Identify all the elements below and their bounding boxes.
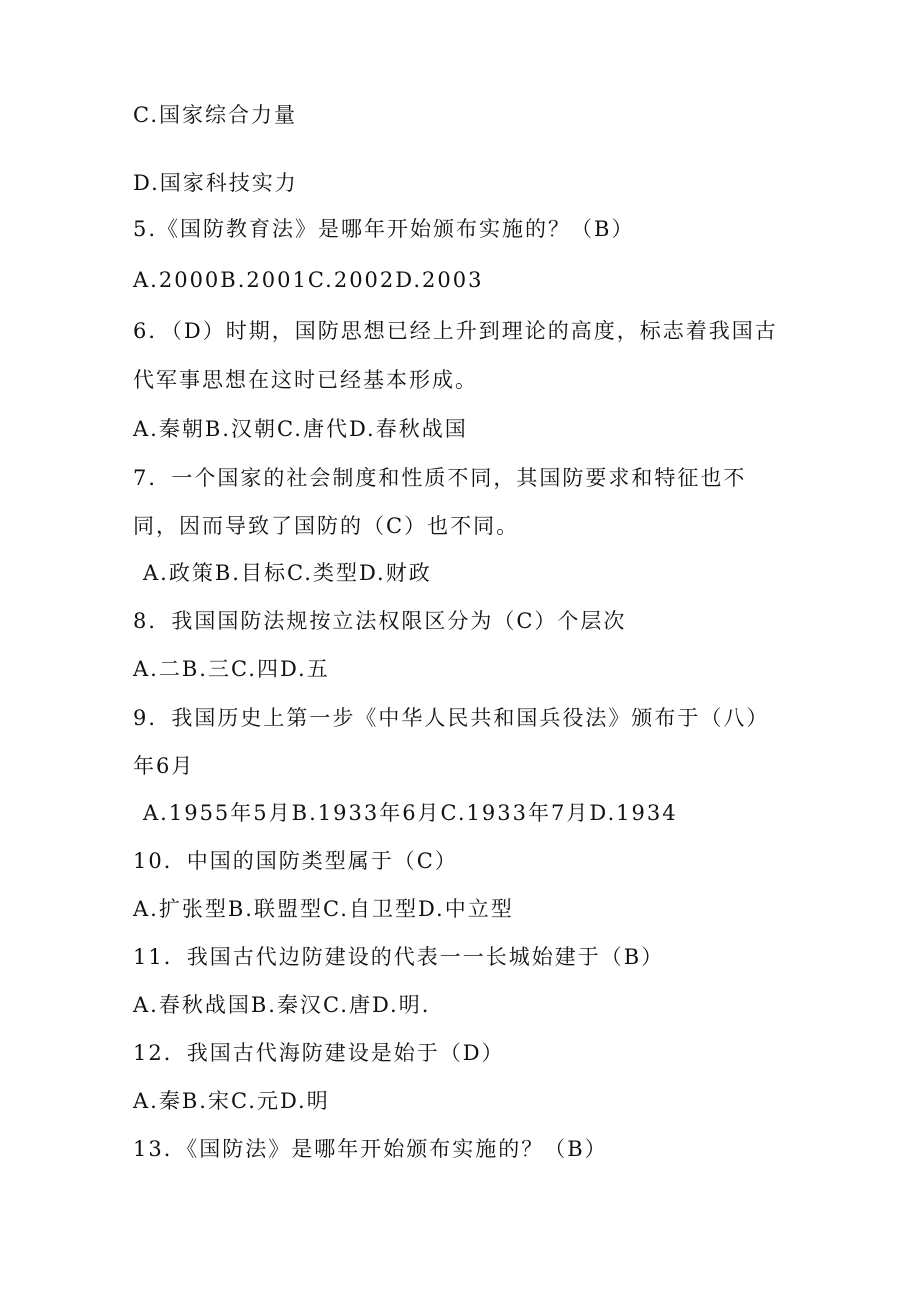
question-13: 13．《国防法》是哪年开始颁布实施的？（B） bbox=[133, 1137, 608, 1161]
question-5: 5.《国防教育法》是哪年开始颁布实施的？（B） bbox=[133, 217, 635, 241]
question-11: 11．我国古代边防建设的代表一一长城始建于（B） bbox=[133, 945, 665, 969]
question-7-continued: 同，因而导致了国防的（C）也不同。 bbox=[133, 514, 520, 538]
question-7-options: A.政策B.目标C.类型D.财政 bbox=[143, 561, 432, 585]
question-10: 10．中国的国防类型属于（C） bbox=[133, 849, 458, 873]
question-8-options: A.二B.三C.四D.五 bbox=[133, 657, 330, 681]
question-12-options: A.秦B.宋C.元D.明 bbox=[133, 1089, 330, 1113]
question-6-options: A.秦朝B.汉朝C.唐代D.春秋战国 bbox=[133, 417, 468, 441]
option-d-line: D.国家科技实力 bbox=[133, 171, 298, 195]
question-7: 7．一个国家的社会制度和性质不同，其国防要求和特征也不 bbox=[133, 466, 747, 490]
question-10-options: A.扩张型B.联盟型C.自卫型D.中立型 bbox=[133, 897, 514, 921]
question-9-options: A.1955年5月B.1933年6月C.1933年7月D.1934 bbox=[143, 801, 678, 825]
question-12: 12．我国古代海防建设是始于（D） bbox=[133, 1041, 505, 1065]
question-9-continued: 年6月 bbox=[133, 754, 195, 778]
question-11-options: A.春秋战国B.秦汉C.唐D.明. bbox=[133, 993, 431, 1017]
question-9: 9．我国历史上第一步《中华人民共和国兵役法》颁布于（八） bbox=[133, 706, 770, 730]
question-8: 8．我国国防法规按立法权限区分为（C）个层次 bbox=[133, 609, 627, 633]
option-c-line: C.国家综合力量 bbox=[133, 103, 297, 127]
question-5-options: A.2000B.2001C.2002D.2003 bbox=[133, 268, 484, 292]
question-6: 6．（D）时期，国防思想已经上升到理论的高度，标志着我国古 bbox=[133, 319, 778, 343]
question-6-continued: 代军事思想在这时已经基本形成。 bbox=[133, 368, 478, 392]
